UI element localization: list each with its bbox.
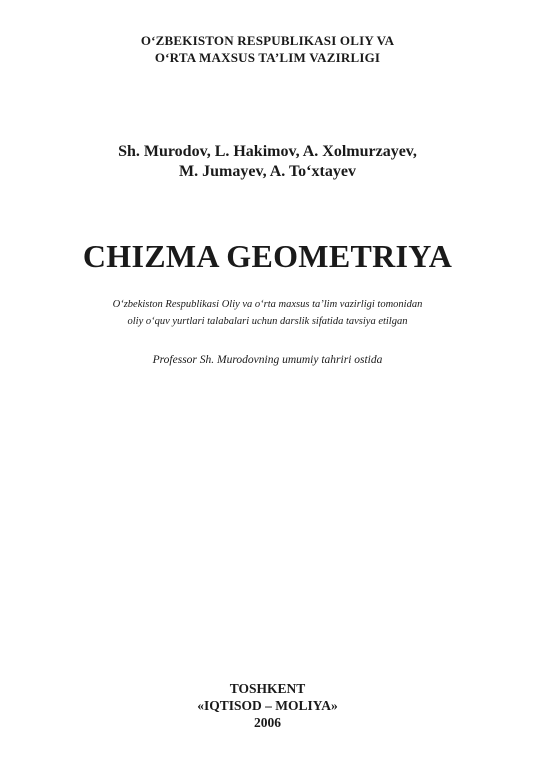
imprint-publisher: «IQTISOD – MOLIYA» [197, 698, 338, 713]
ministry-header [0, 32, 535, 66]
imprint [0, 680, 535, 731]
book-title: CHIZMA GEOMETRIYA [82, 238, 453, 274]
imprint-city: TOSHKENT [229, 681, 306, 696]
approval-line-2: oliy o‘quv yurtlari talabalari uchun darslik sifatida tavsiya etilgan [127, 316, 408, 327]
authors-line-2: M. Jumayev, A. To‘xtayev [179, 163, 356, 180]
approval-note [0, 296, 535, 330]
authors-line-1: Sh. Murodov, L. Hakimov, A. Xolmurzayev, [118, 143, 417, 160]
ministry-line-2: O‘RTA MAXSUS TA’LIM VAZIRLIGI [154, 50, 381, 65]
approval-line-1: O‘zbekiston Respublikasi Oliy va o‘rta maxsus ta’lim vazirligi tomonidan [112, 299, 423, 310]
imprint-year: 2006 [254, 715, 281, 730]
ministry-line-1: O‘ZBEKISTON RESPUBLIKASI OLIY VA [140, 33, 395, 48]
editor-note: Professor Sh. Murodovning umumiy tahriri ostida [152, 354, 383, 366]
authors [0, 142, 535, 182]
